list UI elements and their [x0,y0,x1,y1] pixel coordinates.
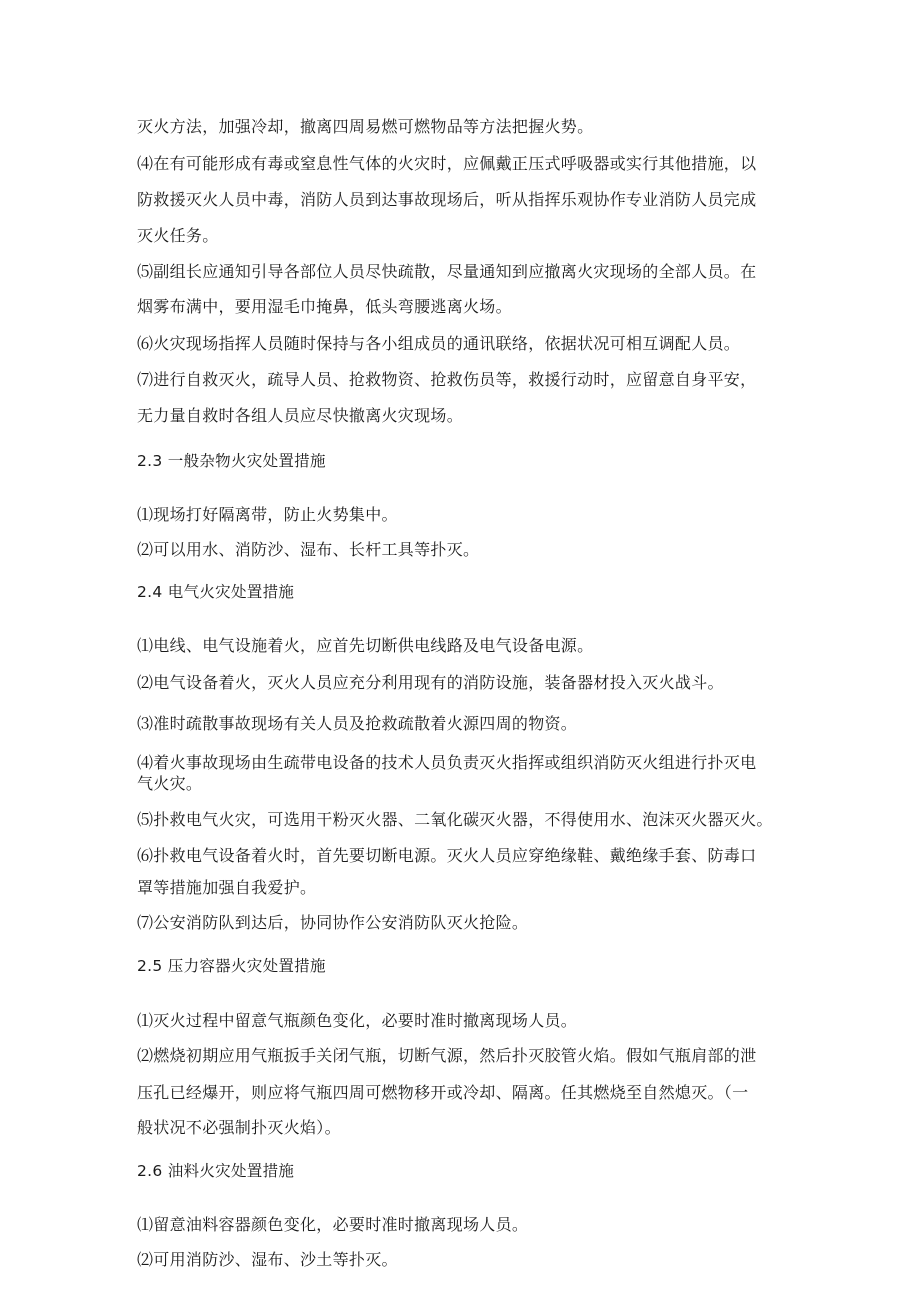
paragraph-line: 压孔已经爆开，则应将气瓶四周可燃物移开或冷却、隔离。任其燃烧至自然熄灭。（一 [137,1083,749,1102]
paragraph-line: ⑴电线、电气设施着火，应首先切断供电线路及电气设备电源。 [137,636,594,655]
paragraph-line: 无力量自救时各组人员应尽快撤离火灾现场。 [137,406,464,425]
paragraph-line: ⑵可以用水、消防沙、湿布、长杆工具等扑灭。 [137,540,480,559]
section-heading-2-4: 2.4 电气火灾处置措施 [137,583,295,601]
section-heading-2-5: 2.5 压力容器火灾处置措施 [137,957,326,975]
paragraph-line: ⑸副组长应通知引导各部位人员尽快疏散，尽量通知到应撤离火灾现场的全部人员。在 [137,262,757,281]
paragraph-line: 灭火方法，加强冷却，撤离四周易燃可燃物品等方法把握火势。 [137,117,594,136]
paragraph-line: ⑴灭火过程中留意气瓶颜色变化，必要时准时撤离现场人员。 [137,1011,578,1030]
paragraph-line: 罩等措施加强自我爱护。 [137,878,317,897]
paragraph-line: ⑺进行自救灭火，疏导人员、抢救物资、抢救伤员等，救援行动时，应留意自身平安， [137,370,757,389]
paragraph-line: 防救援灭火人员中毒，消防人员到达事故现场后，听从指挥乐观协作专业消防人员完成 [137,190,757,209]
paragraph-line: ⑴现场打好隔离带，防止火势集中。 [137,505,398,524]
paragraph-line: ⑴留意油料容器颜色变化，必要时准时撤离现场人员。 [137,1215,529,1234]
section-heading-2-6: 2.6 油料火灾处置措施 [137,1162,295,1180]
paragraph-line: ⑵电气设备着火，灭火人员应充分利用现有的消防设施，装备器材投入灭火战斗。 [137,673,724,692]
paragraph-line: ⑵燃烧初期应用气瓶扳手关闭气瓶，切断气源，然后扑灭胶管火焰。假如气瓶肩部的泄 [137,1046,757,1065]
paragraph-line: 烟雾布满中，要用湿毛巾掩鼻，低头弯腰逃离火场。 [137,297,512,316]
paragraph-line: ⑷在有可能形成有毒或窒息性气体的火灾时，应佩戴正压式呼吸器或实行其他措施，以 [137,154,757,173]
paragraph-line: ⑶准时疏散事故现场有关人员及抢救疏散着火源四周的物资。 [137,714,578,733]
paragraph-line: ⑸扑救电气火灾，可选用干粉灭火器、二氧化碳灭火器，不得使用水、泡沫灭火器灭火。 [137,810,773,829]
section-heading-2-3: 2.3 一般杂物火灾处置措施 [137,452,326,470]
paragraph-line: ⑵可用消防沙、湿布、沙土等扑灭。 [137,1250,398,1269]
paragraph-line: ⑷着火事故现场由生疏带电设备的技术人员负责灭火指挥或组织消防灭火组进行扑灭电 [137,753,757,772]
paragraph-line: 气火灾。 [137,774,203,793]
paragraph-line: ⑹扑救电气设备着火时，首先要切断电源。灭火人员应穿绝缘鞋、戴绝缘手套、防毒口 [137,846,757,865]
paragraph-line: 般状况不必强制扑灭火焰）。 [137,1118,341,1137]
paragraph-line: ⑺公安消防队到达后，协同协作公安消防队灭火抢险。 [137,913,529,932]
paragraph-line: 灭火任务。 [137,226,219,245]
paragraph-line: ⑹火灾现场指挥人员随时保持与各小组成员的通讯联络，依据状况可相互调配人员。 [137,334,741,353]
